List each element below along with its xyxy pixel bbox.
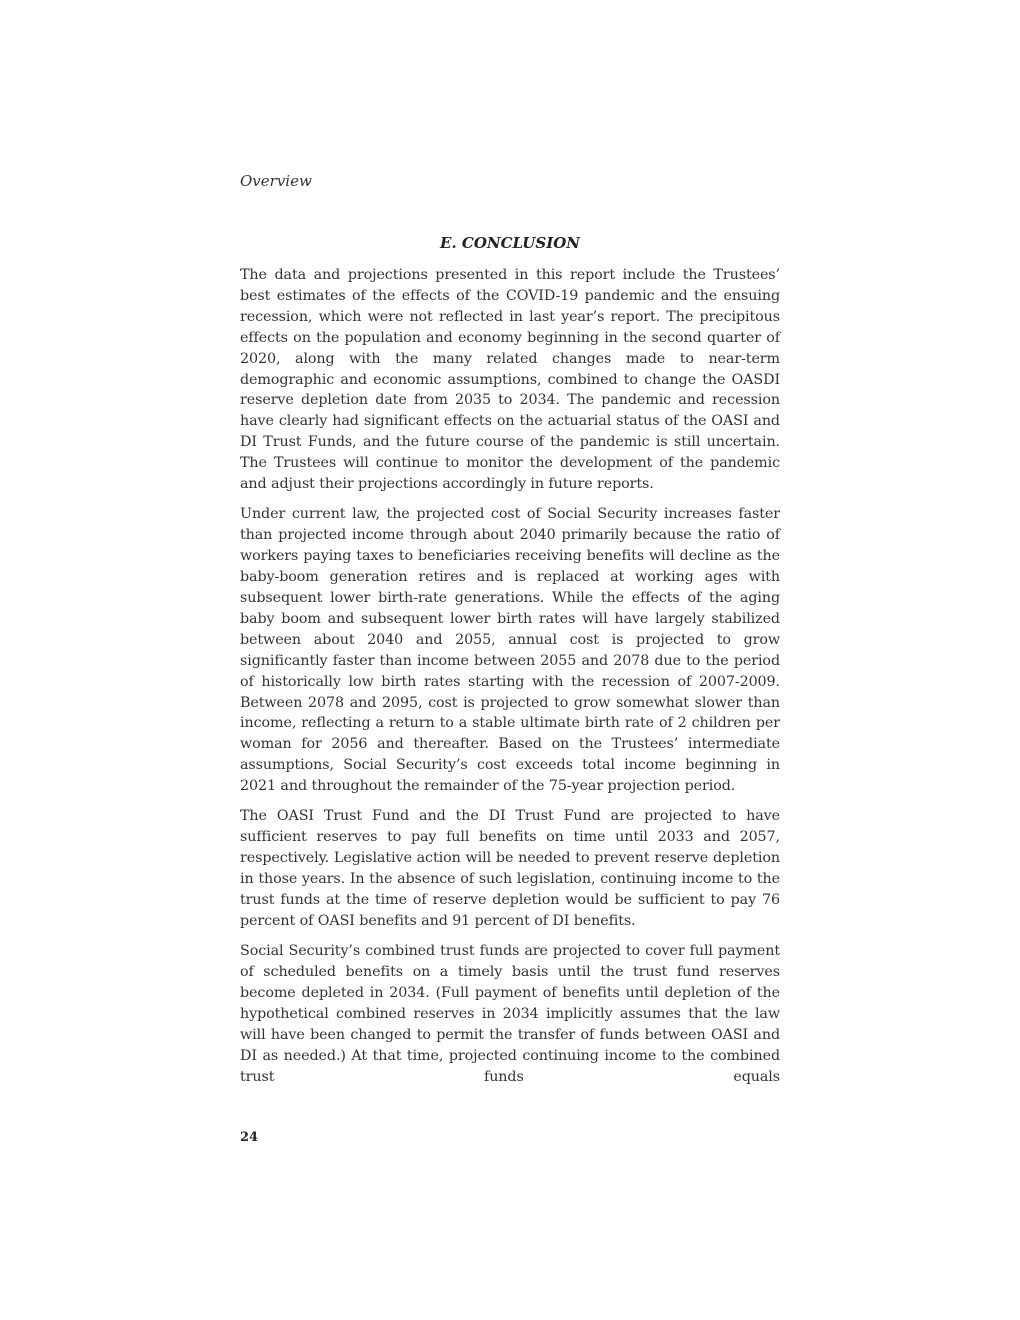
section-heading: E. CONCLUSION — [440, 234, 580, 252]
paragraph-3: The OASI Trust Fund and the DI Trust Fund are projected to have sufficient reserves to pay full benefits on time until 2033 and 2057, respectively. Legislative action will be needed to prevent reserve depletion in those years. In the absence of such legislation, continuing income to the trust funds at the time of reserve depletion would be sufficient to pay 76 percent of OASI benefits and 91 percent of DI benefits. — [240, 808, 780, 929]
paragraph-2: Under current law, the projected cost of Social Security increases faster than projected income through about 2040 primarily because the ratio of workers paying taxes to beneficiaries receiving benefits will decline as the baby-boom generation retires and is replaced at working ages with subsequent lower birth-rate generations. While the effects of the aging baby boom and subsequent lower birth rates will have largely stabilized between about 2040 and 2055, annual cost is projected to grow significantly faster than income between 2055 and 2078 due to the period of historically low birth rates starting with the recession of 2007-2009. Between 2078 and 2095, cost is projected to grow somewhat slower than income, reflecting a return to a stable ultimate birth rate of 2 children per woman for 2056 and thereafter. Based on the Trustees’ intermediate assumptions, Social Security’s cost exceeds total income beginning in 2021 and throughout the remainder of the 75-year projection period. — [240, 506, 780, 795]
running-head: Overview — [240, 172, 312, 190]
body-text — [240, 265, 780, 1097]
page-number: 24 — [240, 1130, 259, 1145]
paragraph-1: The data and projections presented in this report include the Trustees’ best estimates of the effects of the COVID-19 pandemic and the ensuing recession, which were not reflected in last year’s report. The precipitous effects on the population and economy beginning in the second quarter of 2020, along with the many related changes made to near-term demographic and economic assumptions, combined to change the OASDI reserve depletion date from 2035 to 2034. The pandemic and recession have clearly had significant effects on the actuarial status of the OASI and DI Trust Funds, and the future course of the pandemic is still uncertain. The Trustees will continue to monitor the development of the pandemic and adjust their projections accordingly in future reports. — [240, 267, 780, 493]
paragraph-4: Social Security’s combined trust funds are projected to cover full payment of scheduled benefits on a timely basis until the trust fund reserves become depleted in 2034. (Full payment of benefits until depletion of the hypothetical combined reserves in 2034 implicitly assumes that the law will have been changed to permit the transfer of funds between OASI and DI as needed.) At that time, projected continuing income to the combined trust funds equals — [240, 943, 780, 1085]
